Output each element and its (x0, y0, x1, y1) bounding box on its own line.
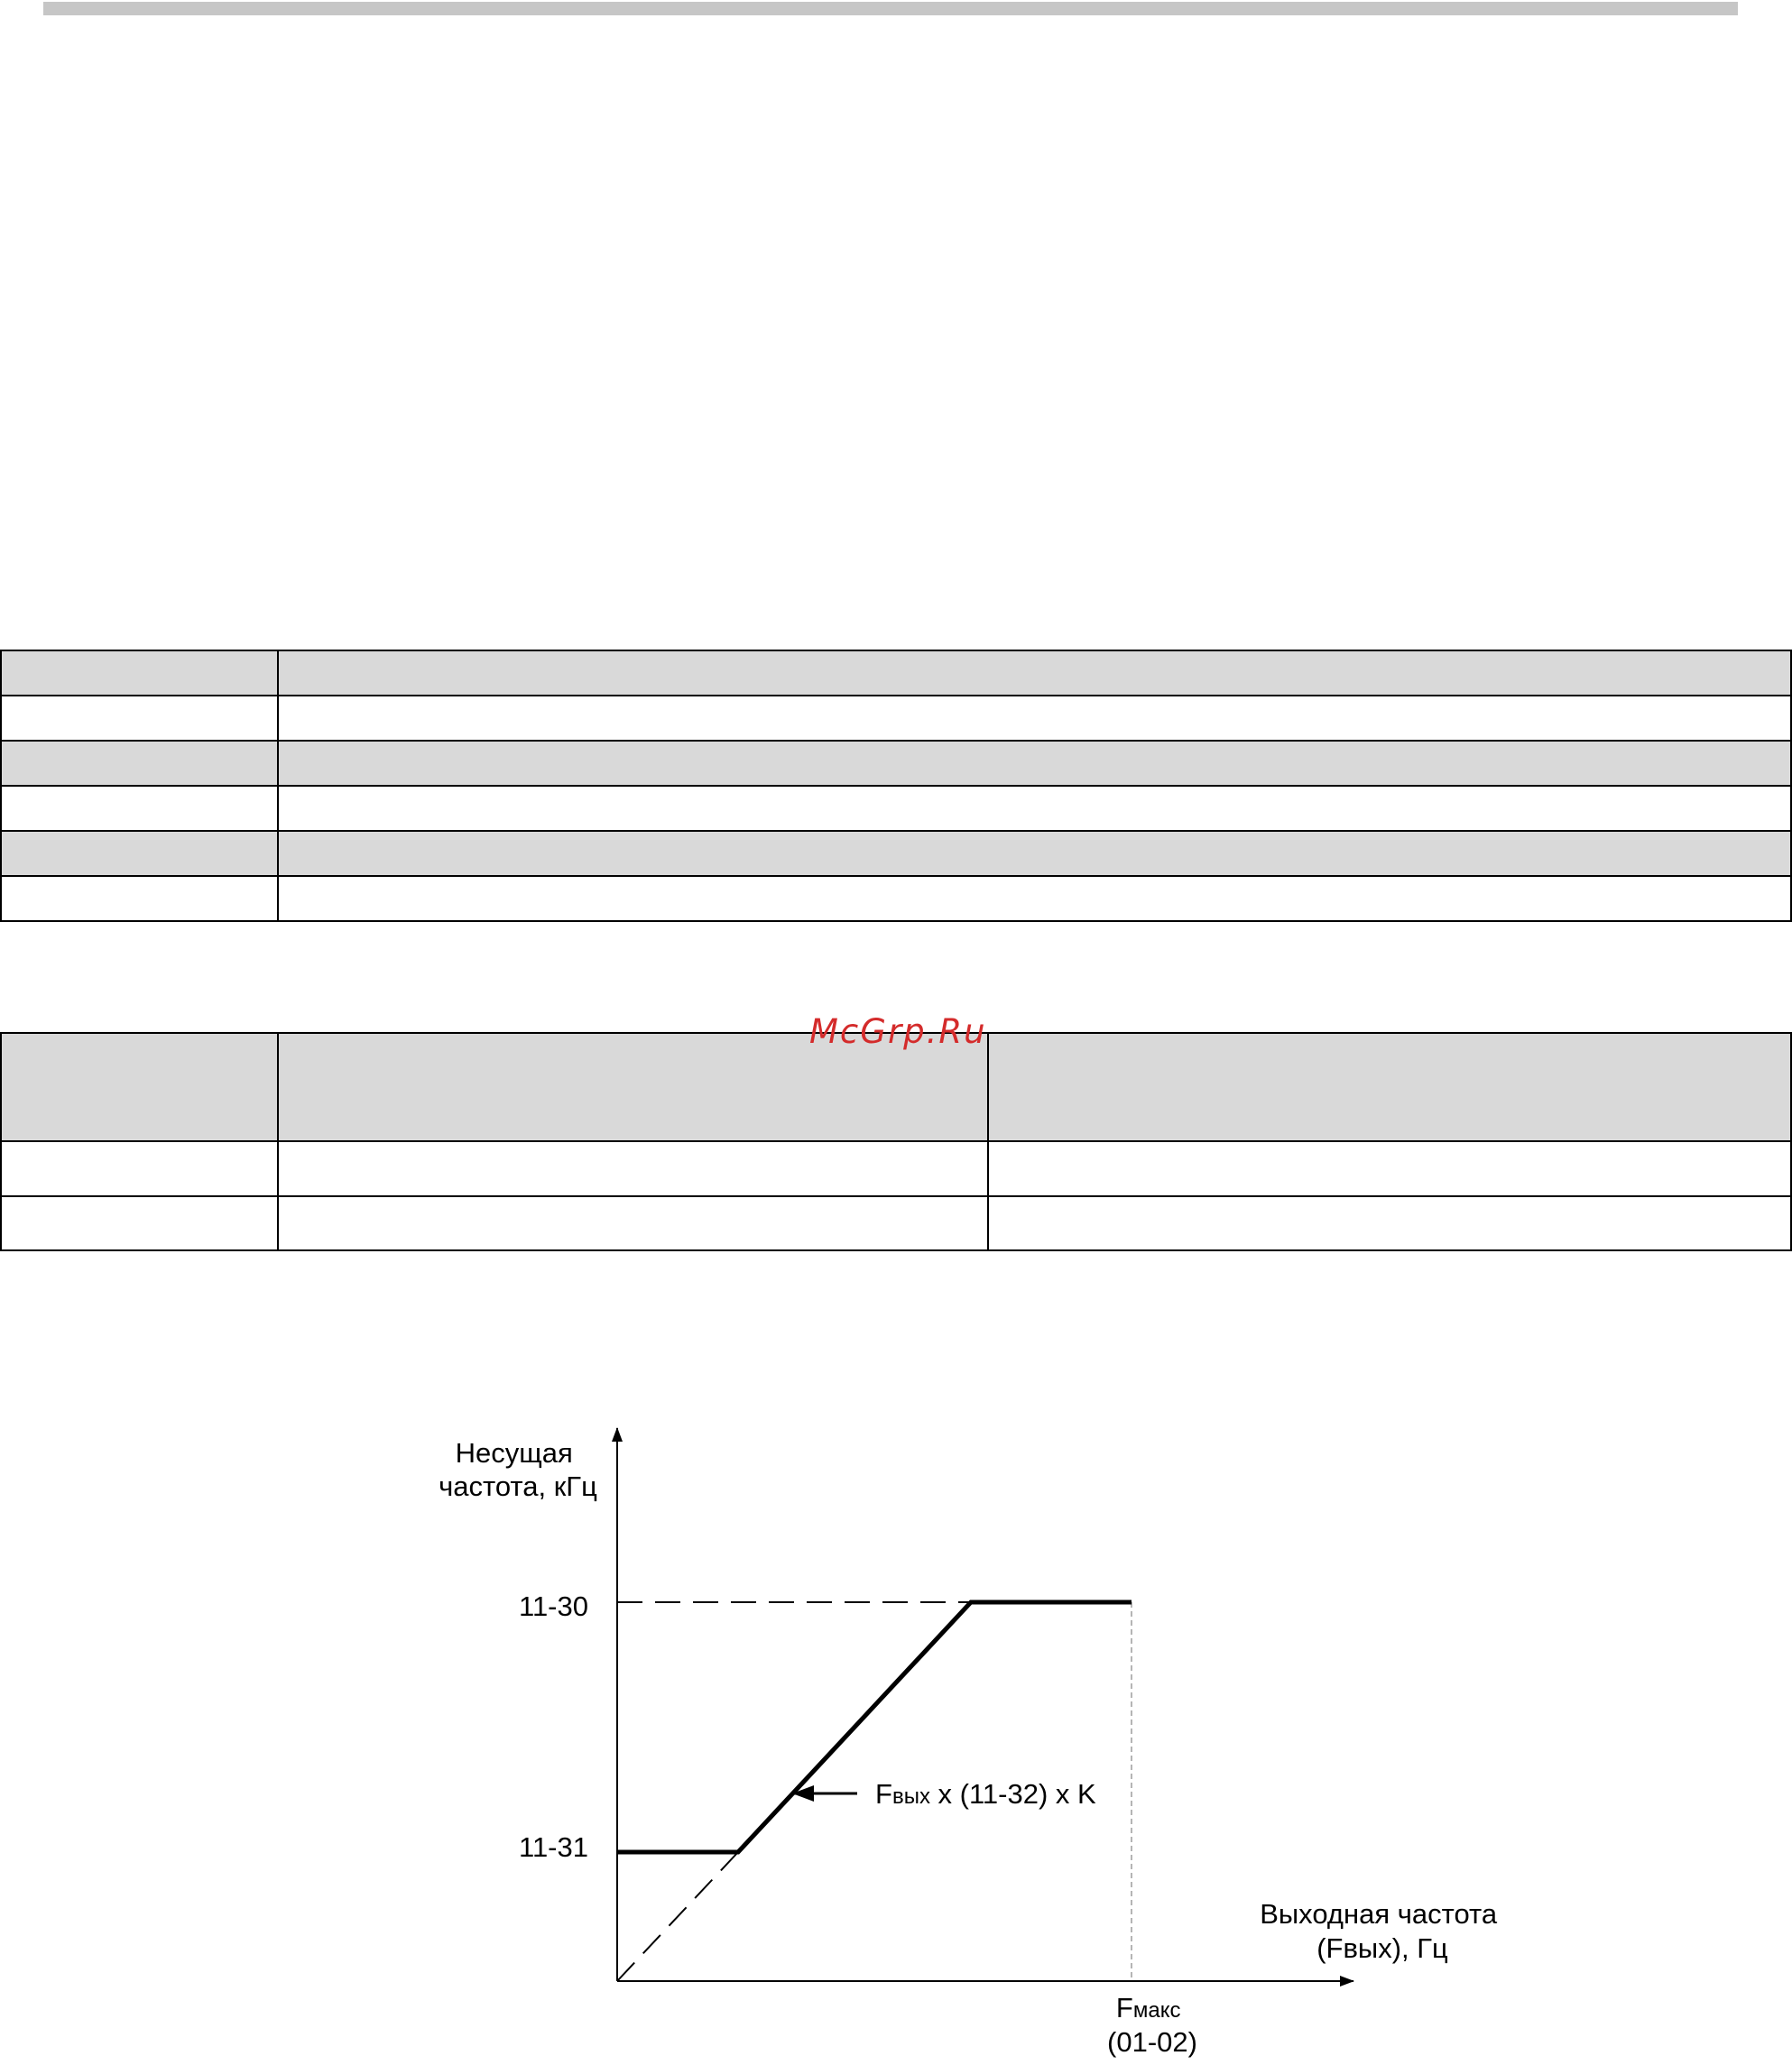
y-axis-label: Несущая частота, кГц (439, 1437, 597, 1502)
watermark: McGrp.Ru (809, 1012, 987, 1051)
y-tick-upper: 11-30 (519, 1590, 588, 1622)
carrier-frequency-curve (617, 1602, 1132, 1852)
annotation-label: Fвых x (11-32) x K (875, 1778, 1096, 1810)
x-tick-fmax: Fмакс (01-02) (1107, 1992, 1197, 2058)
proportional-guide-line (617, 1852, 738, 1981)
x-axis-label: Выходная частота (Fвых), Гц (1260, 1898, 1498, 1964)
y-tick-lower: 11-31 (519, 1831, 588, 1863)
